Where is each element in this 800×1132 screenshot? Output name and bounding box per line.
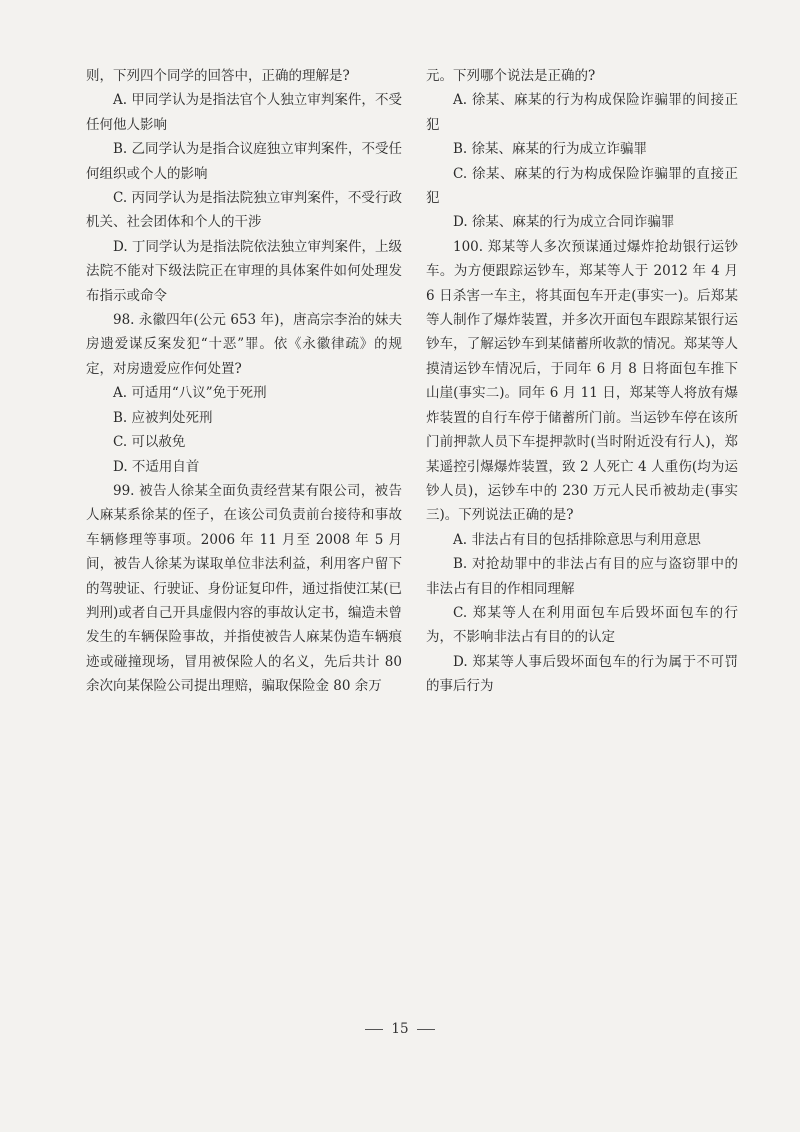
footer-dash-right <box>417 1029 435 1030</box>
left-paragraph: B. 乙同学认为是指合议庭独立审判案件，不受任何组织或个人的影响 <box>86 141 402 182</box>
left-paragraph: 则，下列四个同学的回答中，正确的理解是? <box>86 68 350 84</box>
left-paragraph: 99. 被告人徐某全面负责经营某有限公司，被告人麻某系徐某的侄子，在该公司负责前台接待和事故车辆修理等事项。2006 年 11 月至 2008 年 5 月间，被告人徐某为谋取单位非法利益，利用客户留下的驾驶证、行驶证、身份证复印件，通过指使江某(已判刑)或者自己开具虚假内容的事故认定书，编造未曾发生的车辆保险事故，并指使被告人麻某伪造车辆痕迹或碰撞现场，冒用被保险人的名义，先后共计 80 余次向某保险公司提出理赔，骗取保险金 80 余万 <box>86 482 402 695</box>
footer-dash-left <box>365 1029 383 1030</box>
left-column <box>86 64 402 699</box>
left-paragraph: D. 不适用自首 <box>113 458 200 475</box>
left-paragraph: C. 丙同学认为是指法院独立审判案件，不受行政机关、社会团体和个人的干涉 <box>86 190 402 231</box>
left-paragraph: B. 应被判处死刑 <box>113 409 213 426</box>
right-paragraph: C. 徐某、麻某的行为构成保险诈骗罪的直接正犯 <box>426 165 738 207</box>
right-paragraph: 100. 郑某等人多次预谋通过爆炸抢劫银行运钞车。为方便跟踪运钞车，郑某等人于 2012 年 4 月 6 日杀害一车主，将其面包车开走(事实一)。后郑某等人制作了爆炸装置，并多次开面包车跟踪某银行运钞车，了解运钞车到某储蓄所收款的情况。郑某等人摸清运钞车情况后，于同年 6 月 8 日将面包车推下山崖(事实二)。同年 6 月 11 日，郑某等人将放有爆炸装置的自行车停于储蓄所门前。当运钞车停在该所门前押款人员下车提押款时(当时附近没有行人)，郑某遥控引爆爆炸装置，致 2 人死亡 4 人重伤(均为运钞人员)，运钞车中的 230 万元人民币被劫走(事实三)。下列说法正确的是? <box>426 238 738 524</box>
left-paragraph: A. 甲同学认为是指法官个人独立审判案件，不受任何他人影响 <box>86 92 402 133</box>
left-paragraph: C. 可以赦免 <box>113 434 186 451</box>
left-paragraph: D. 丁同学认为是指法院依法独立审判案件，上级法院不能对下级法院正在审理的具体案件如何处理发布指示或命令 <box>86 238 402 304</box>
right-paragraph: D. 徐某、麻某的行为成立合同诈骗罪 <box>453 214 675 231</box>
page-footer <box>0 1021 800 1037</box>
right-paragraph: 元。下列哪个说法是正确的? <box>426 68 596 84</box>
left-paragraph: 98. 永徽四年(公元 653 年)，唐高宗李治的妹夫房遗爱谋反案发犯“十恶”罪。依《永徽律疏》的规定，对房遗爱应作何处置? <box>86 312 402 377</box>
right-paragraph: A. 非法占有目的包括排除意思与利用意思 <box>453 531 701 548</box>
right-column <box>426 64 738 699</box>
left-paragraph: A. 可适用“八议”免于死刑 <box>113 385 267 402</box>
right-paragraph: A. 徐某、麻某的行为构成保险诈骗罪的间接正犯 <box>426 92 738 133</box>
right-paragraph: C. 郑某等人在利用面包车后毁坏面包车的行为，不影响非法占有目的的认定 <box>426 604 738 646</box>
page-number: 15 <box>391 1021 409 1037</box>
right-paragraph: B. 徐某、麻某的行为成立诈骗罪 <box>453 141 648 158</box>
right-paragraph: D. 郑某等人事后毁坏面包车的行为属于不可罚的事后行为 <box>426 653 738 695</box>
right-paragraph: B. 对抢劫罪中的非法占有目的应与盗窃罪中的非法占有目的作相同理解 <box>426 556 738 597</box>
